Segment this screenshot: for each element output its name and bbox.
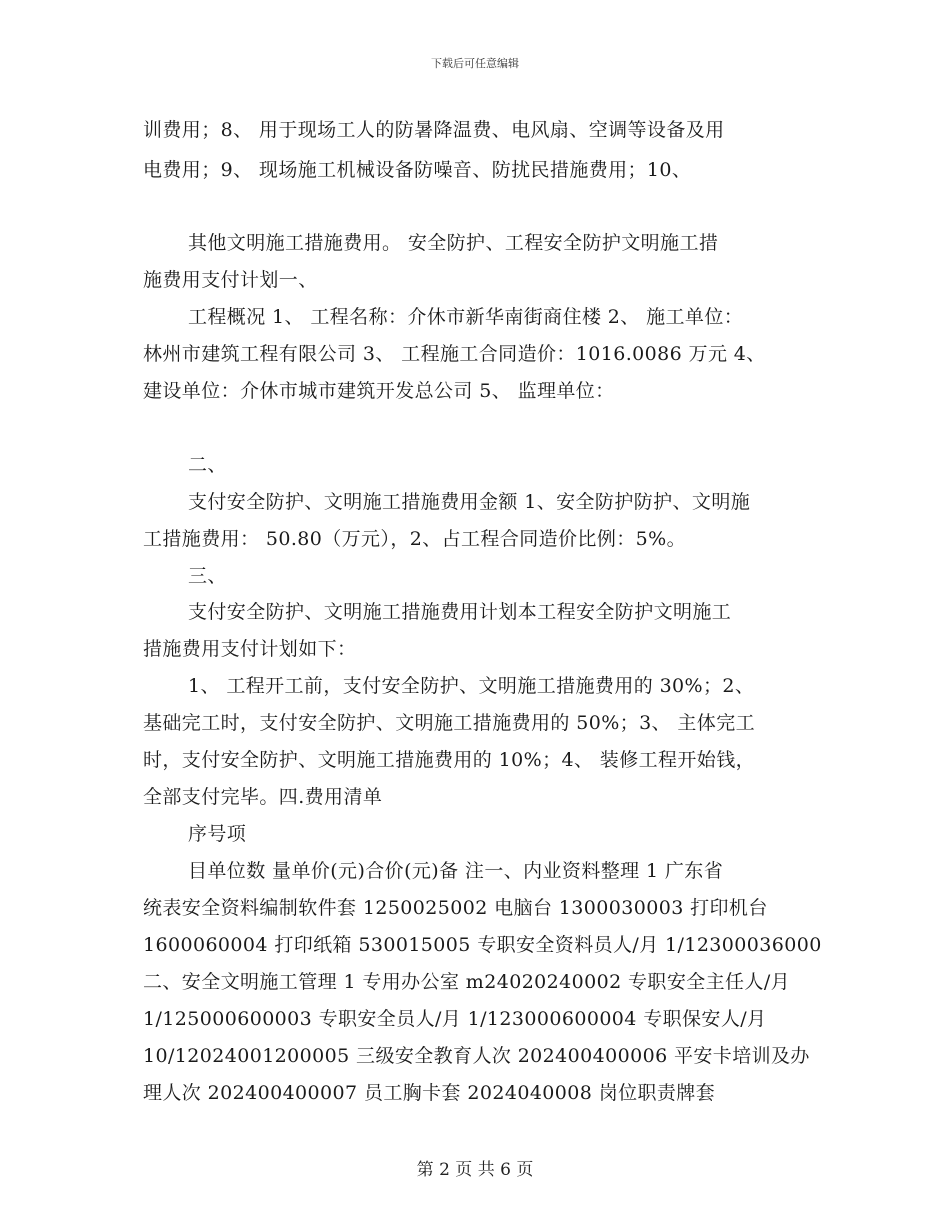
body-line-14: 1、 工程开工前，支付安全防护、文明施工措施费用的 30%；2、 (188, 675, 755, 697)
page-header: 下载后可任意编辑 (431, 57, 519, 70)
body-line-13: 措施费用支付计划如下： (143, 638, 357, 660)
body-line-15: 基础完工时，支付安全防护、文明施工措施费用的 50%；3、 主体完工 (143, 712, 755, 734)
body-line-23: 1/125000600003 专职安全员人/月 1/123000600004 专职保安人/月 (143, 1008, 767, 1030)
body-line-3: 其他文明施工措施费用。 安全防护、工程安全防护文明施工措 (188, 232, 719, 254)
page-footer: 第 2 页 共 6 页 (416, 1160, 534, 1180)
body-line-7: 建设单位：介休市城市建筑开发总公司 5、 监理单位： (143, 380, 615, 402)
body-line-24: 10/12024001200005 三级安全教育人次 202400400006 平安卡培训及办 (143, 1045, 810, 1067)
body-line-2: 电费用；9、 现场施工机械设备防噪音、防扰民措施费用；10、 (143, 159, 692, 181)
body-line-1: 训费用；8、 用于现场工人的防暑降温费、电风扇、空调等设备及用 (143, 119, 725, 141)
body-line-20: 统表安全资料编制软件套 1250025002 电脑台 1300030003 打印机台 (143, 897, 768, 919)
body-line-8: 二、 (188, 454, 227, 476)
body-line-12: 支付安全防护、文明施工措施费用计划本工程安全防护文明施工 (188, 601, 732, 623)
body-line-21: 1600060004 打印纸箱 530015005 专职安全资料员人/月 1/12300036000 (143, 934, 822, 956)
body-line-19: 目单位数 量单价(元)合价(元)备 注一、内业资料整理 1 广东省 (188, 860, 724, 882)
body-line-9: 支付安全防护、文明施工措施费用金额 1、安全防护防护、文明施 (188, 491, 751, 513)
body-line-5: 工程概况 1、 工程名称：介休市新华南街商住楼 2、 施工单位： (188, 306, 744, 328)
body-line-25: 理人次 202400400007 员工胸卡套 2024040008 岗位职责牌套 (143, 1082, 716, 1104)
body-line-22: 二、安全文明施工管理 1 专用办公室 m24020240002 专职安全主任人/月 (143, 971, 791, 993)
body-line-11: 三、 (188, 565, 227, 587)
body-line-18: 序号项 (188, 823, 247, 845)
body-line-16: 时，支付安全防护、文明施工措施费用的 10%；4、 装修工程开始钱， (143, 749, 755, 771)
body-line-6: 林州市建筑工程有限公司 3、 工程施工合同造价：1016.0086 万元 4、 (143, 343, 766, 365)
body-line-17: 全部支付完毕。四.费用清单 (143, 786, 383, 808)
body-line-4: 施费用支付计划一、 (143, 269, 318, 291)
body-line-10: 工措施费用： 50.80（万元），2、占工程合同造价比例：5%。 (143, 528, 686, 550)
